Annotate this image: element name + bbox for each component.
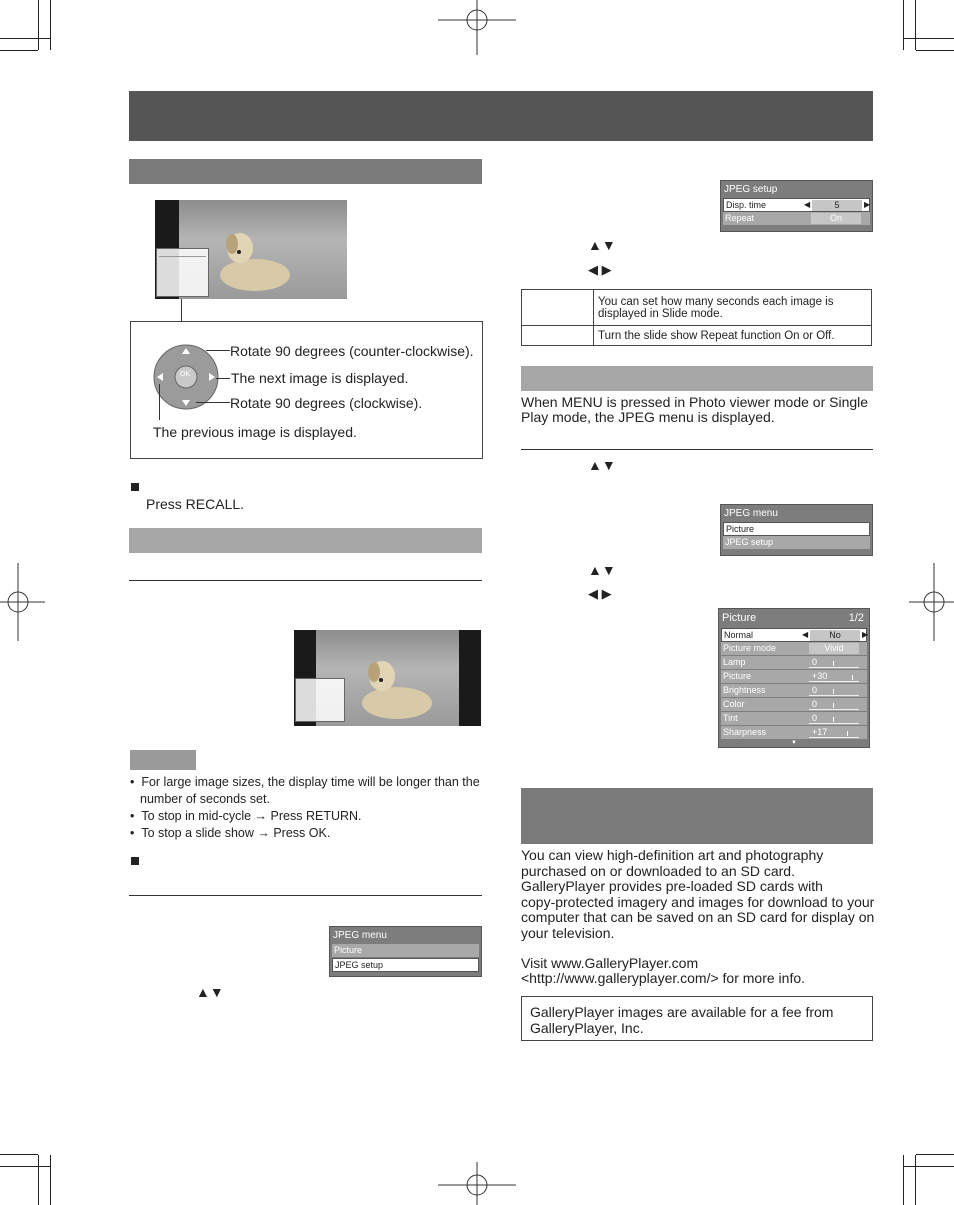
note-item: • To stop in mid-cycle → Press RETURN.: [130, 809, 362, 823]
level-tick: [852, 675, 853, 680]
registration-mark-right: [876, 563, 954, 641]
level-tick: [833, 703, 834, 708]
scroll-down-icon: ▼: [791, 740, 797, 746]
crop-mark: [903, 0, 904, 50]
slide-osd-panel: [156, 248, 209, 297]
picture-menu-screenshot: [718, 608, 870, 748]
menu-row-label: Brightness: [723, 685, 766, 695]
menu-row-value: Vivid: [809, 643, 859, 654]
crop-mark: [915, 0, 916, 50]
level-tick: [833, 717, 834, 722]
step-arrows: ▲▼: [588, 457, 616, 473]
menu-row-label: Sharpness: [723, 727, 767, 737]
menu-row-bar: [809, 657, 859, 668]
menu-page-indicator: 1/2: [848, 612, 864, 624]
left-arrow-icon: ◀: [802, 630, 809, 639]
remote-callout-box: [130, 321, 483, 459]
note-item: • For large image sizes, the display time will be longer than the: [130, 775, 480, 789]
ok-button-label: OK: [180, 371, 191, 378]
left-arrow-icon: ◀: [804, 200, 811, 209]
menu-row-label: Tint: [723, 713, 738, 723]
dog-illustration: [352, 648, 442, 723]
callout-line: [216, 378, 230, 379]
slide-osd-panel: [295, 678, 345, 722]
picture-menu-rows: [719, 628, 869, 740]
menu-intro-text: When MENU is pressed in Photo viewer mode or Single: [521, 394, 869, 410]
table-cell: You can set how many seconds each image is displayed in Slide mode.: [594, 290, 872, 326]
crop-mark: [50, 0, 51, 50]
picture-menu-row: [721, 642, 867, 656]
level-tick: [833, 661, 834, 666]
menu-row-label: Normal: [724, 630, 754, 640]
menu-row-value: 5: [812, 200, 862, 211]
callout-rotate-cw: Rotate 90 degrees (clockwise).: [230, 395, 423, 411]
menu-row-label: Picture mode: [723, 643, 777, 653]
menu-title: Picture: [722, 612, 757, 624]
menu-row-bar: [809, 727, 859, 738]
menu-row-label: Lamp: [723, 657, 746, 667]
section-header-bar: [129, 528, 482, 553]
menu-title: JPEG menu: [724, 508, 778, 519]
crop-mark: [916, 1154, 954, 1155]
table-row: [522, 326, 872, 346]
level-tick: [847, 731, 848, 736]
menu-row-bar: [809, 699, 859, 710]
square-bullet: [131, 483, 139, 491]
picture-menu-row: [721, 656, 867, 670]
callout-line: [181, 299, 182, 321]
right-arrow-icon: ▶: [864, 200, 871, 209]
callout-next-image: The next image is displayed.: [231, 370, 409, 386]
picture-menu-row: [721, 698, 867, 712]
menu-item-jpeg-setup: JPEG setup: [332, 958, 479, 972]
menu-row-label: Repeat: [725, 213, 755, 223]
note-item: • To stop a slide show → Press OK.: [130, 826, 331, 840]
registration-mark-left: [0, 563, 78, 641]
callout-line: [196, 402, 230, 403]
picture-menu-row: [721, 670, 867, 684]
crop-mark: [50, 1155, 51, 1205]
step-arrows: ◀ ▶: [588, 586, 612, 601]
menu-row-value: No: [810, 630, 860, 641]
section-header-bar: [129, 159, 482, 184]
table-cell: Turn the slide show Repeat function On or Off.: [594, 326, 872, 346]
registration-mark-top: [438, 0, 516, 78]
step-arrows: ▲▼: [588, 562, 616, 578]
note-list: [130, 774, 480, 842]
crop-mark: [903, 1155, 904, 1205]
menu-row-label: Color: [723, 699, 745, 709]
gallery-paragraph: You can view high-definition art and photography purchased on or downloaded to an SD card. GalleryPlayer provides pre-loaded SD cards with copy-protected imagery and images for download to your computer that can be saved on an SD card for display on your television.: [521, 847, 875, 941]
menu-row-value: 0: [812, 699, 818, 709]
menu-item-picture: Picture: [332, 944, 479, 958]
picture-menu-row: [721, 712, 867, 726]
slide-show-photo-screenshot: [294, 630, 481, 726]
callout-line: [159, 384, 160, 420]
step-arrows: ▲▼: [196, 984, 224, 1000]
callout-previous-image: The previous image is displayed.: [153, 424, 357, 440]
visit-url-text: <http://www.galleryplayer.com/> for more info.: [521, 970, 806, 986]
menu-row-value: +17: [812, 727, 828, 737]
menu-intro-text: Play mode, the JPEG menu is displayed.: [521, 409, 775, 425]
fee-notice-box: [521, 996, 873, 1041]
note-label-box: [130, 750, 196, 770]
menu-row-value: 0: [812, 685, 818, 695]
square-bullet: [131, 857, 139, 865]
crop-mark: [0, 1154, 38, 1155]
menu-row-value: 0: [812, 713, 818, 723]
table-cell: [522, 290, 594, 326]
menu-row-value: 0: [812, 657, 818, 667]
menu-row-bar: [809, 671, 859, 682]
menu-row-disp-time: [723, 198, 870, 212]
section-header-bar: [521, 366, 873, 391]
crop-mark: [904, 38, 954, 39]
menu-title: JPEG menu: [333, 930, 387, 941]
divider: [129, 895, 482, 896]
jpeg-setup-menu-screenshot: [720, 180, 873, 232]
table-cell: [522, 326, 594, 346]
menu-row-repeat: [723, 212, 870, 226]
callout-rotate-ccw: Rotate 90 degrees (counter-clockwise).: [230, 343, 474, 359]
level-tick: [833, 689, 834, 694]
dog-photo-screenshot: [155, 200, 347, 299]
menu-row-label: Picture: [723, 671, 752, 681]
crop-mark: [916, 50, 954, 51]
table-row: [522, 290, 872, 326]
step-arrows: ▲▼: [588, 237, 616, 253]
picture-menu-row: [721, 726, 867, 740]
menu-row-bar: [809, 713, 859, 724]
divider: [129, 580, 482, 581]
picture-menu-row: [721, 628, 867, 642]
jpeg-menu-screenshot-left: [329, 926, 482, 977]
divider: [521, 449, 873, 450]
crop-mark: [904, 1166, 954, 1167]
menu-title-row: [719, 609, 869, 628]
fee-notice-line: GalleryPlayer images are available for a fee from: [530, 1004, 834, 1020]
menu-row-value: On: [811, 213, 861, 224]
menu-row-label: Disp. time: [726, 200, 767, 210]
crop-mark: [38, 0, 39, 50]
fee-notice-line: GalleryPlayer, Inc.: [530, 1020, 644, 1036]
step-arrows: ◀ ▶: [588, 262, 612, 277]
crop-mark: [0, 38, 50, 39]
menu-row-value: +30: [812, 671, 828, 681]
menu-row-bar: [809, 685, 859, 696]
note-item: number of seconds set.: [140, 792, 270, 806]
recall-instruction: Press RECALL.: [146, 496, 245, 512]
visit-text: Visit www.GalleryPlayer.com: [521, 955, 699, 971]
menu-item-picture: Picture: [723, 522, 870, 536]
right-arrow-icon: ▶: [862, 630, 869, 639]
crop-mark: [38, 1155, 39, 1205]
registration-mark-bottom: [438, 1147, 516, 1205]
jpeg-setup-table: [521, 289, 872, 346]
section-header-bar: [521, 788, 873, 844]
crop-mark: [915, 1155, 916, 1205]
jpeg-menu-screenshot-right: [720, 504, 873, 556]
crop-mark: [0, 50, 38, 51]
menu-title: JPEG setup: [724, 184, 778, 195]
crop-mark: [0, 1166, 50, 1167]
page-header-bar: [129, 91, 873, 141]
picture-menu-row: [721, 684, 867, 698]
menu-item-jpeg-setup: JPEG setup: [723, 536, 870, 550]
callout-line: [206, 350, 230, 351]
dog-illustration: [210, 220, 300, 295]
